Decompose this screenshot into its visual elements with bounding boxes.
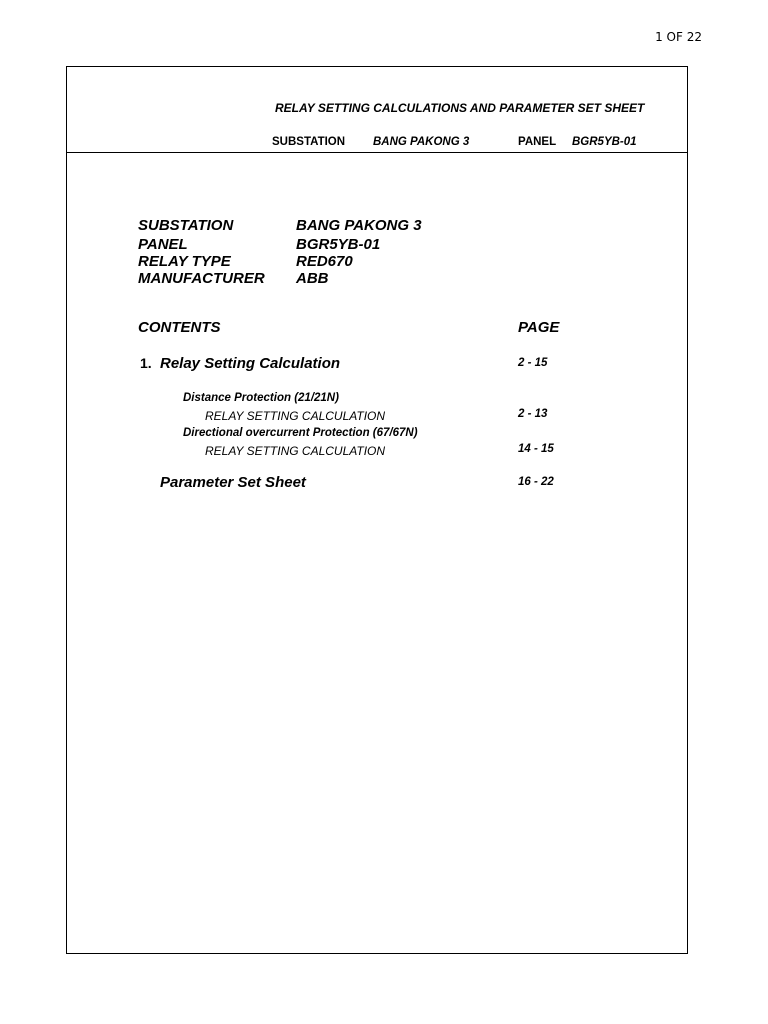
section-1-pages: 2 - 15 [518,357,548,369]
info-substation-label: SUBSTATION [138,217,234,234]
subsection-distance-pages: 2 - 13 [518,408,548,420]
section-1-title: Relay Setting Calculation [160,355,341,372]
document-title: RELAY SETTING CALCULATIONS AND PARAMETER SET SHEET [275,101,645,115]
subsection-overcurrent-protection: Directional overcurrent Protection (67/67N) [183,427,418,439]
info-panel-value: BGR5YB-01 [296,236,381,253]
info-manufacturer-label: MANUFACTURER [138,270,265,287]
page-counter: 1 OF 22 [655,30,702,44]
section-1-number: 1. [140,355,152,371]
header-substation-value: BANG PAKONG 3 [373,136,470,148]
document-frame [66,66,688,954]
info-panel-label: PANEL [138,236,188,253]
contents-heading: CONTENTS [138,319,221,336]
header-panel-value: BGR5YB-01 [572,136,637,148]
subsection-overcurrent-item: RELAY SETTING CALCULATION [205,444,386,458]
section-2-pages: 16 - 22 [518,476,554,488]
info-substation-value: BANG PAKONG 3 [296,217,422,234]
subsection-overcurrent-pages: 14 - 15 [518,443,554,455]
subsection-distance-item: RELAY SETTING CALCULATION [205,409,386,423]
info-relay-type-value: RED670 [296,253,353,270]
header-divider [66,152,688,153]
info-relay-type-label: RELAY TYPE [138,253,231,270]
section-2-title: Parameter Set Sheet [160,474,306,491]
header-substation-label: SUBSTATION [272,136,346,148]
subsection-distance-protection: Distance Protection (21/21N) [183,392,339,404]
page-heading: PAGE [518,319,560,336]
info-manufacturer-value: ABB [296,270,329,287]
header-panel-label: PANEL [518,136,557,148]
